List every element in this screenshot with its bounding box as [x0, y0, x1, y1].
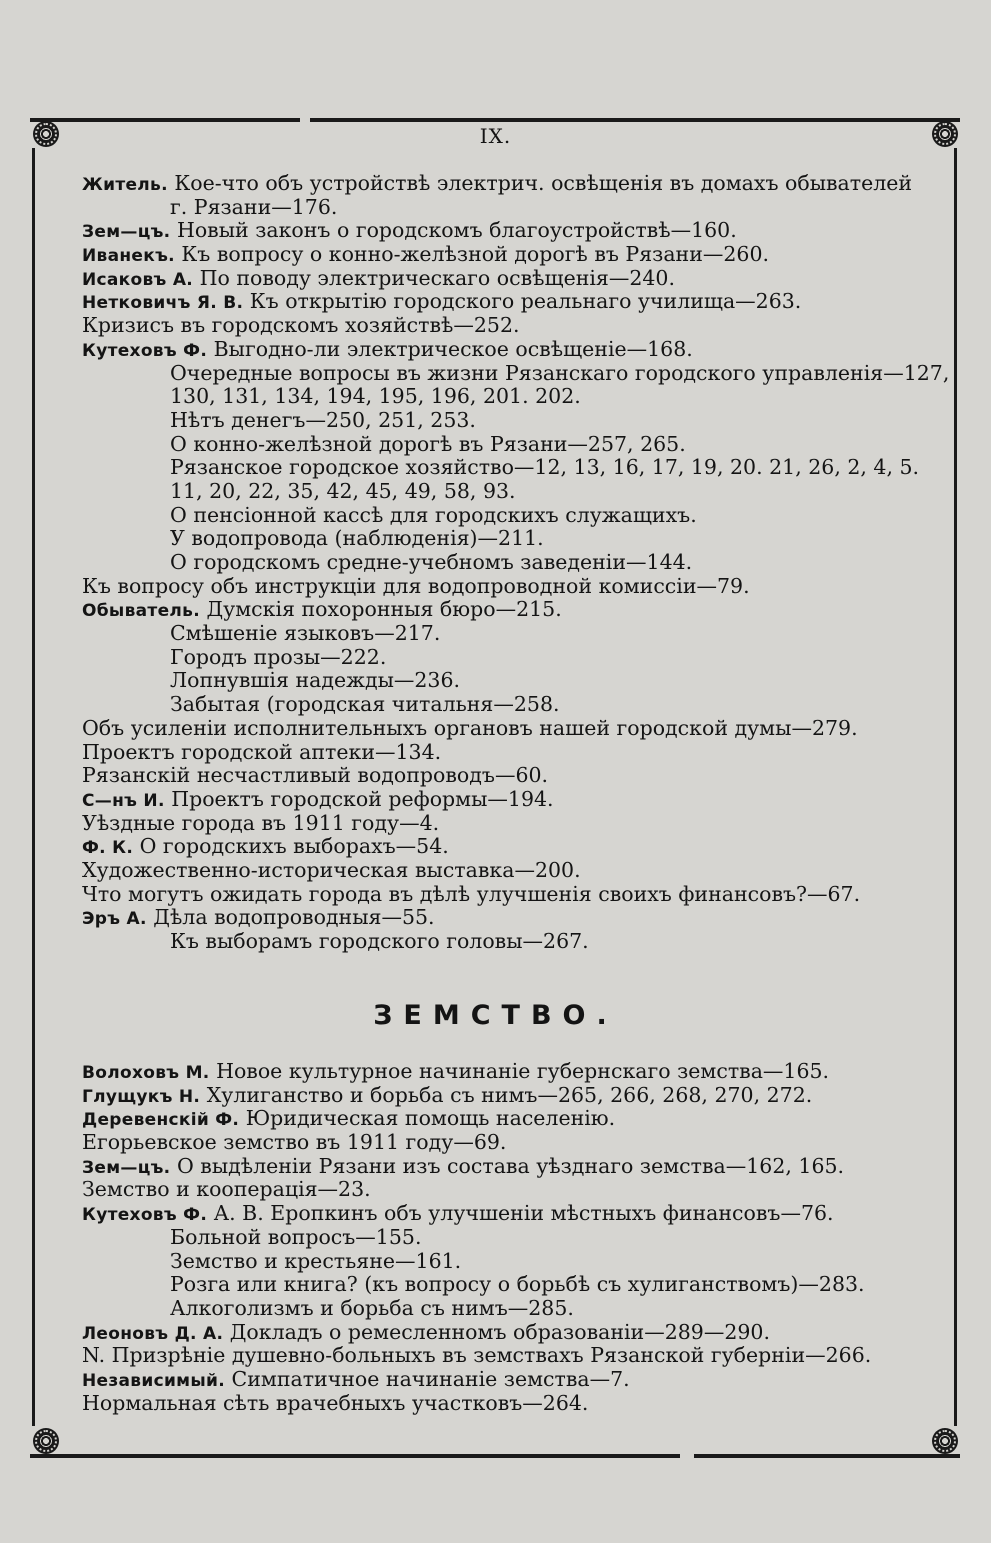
- index-entry: [82, 1392, 942, 1416]
- index-section-zemstvo: [82, 1060, 942, 1415]
- entry-author: Зем—цъ.: [82, 1157, 171, 1178]
- entry-text: О конно-желѣзной дорогѣ въ Рязани—257, 265.: [170, 431, 686, 456]
- entry-text: О выдѣленіи Рязани изъ состава уѣзднаго земства—162, 165.: [170, 1153, 845, 1178]
- entry-text: Егорьевское земство въ 1911 году—69.: [82, 1130, 507, 1155]
- index-entry: [82, 812, 942, 836]
- entry-text: Земство и кооперація—23.: [82, 1177, 371, 1202]
- corner-ornament-icon: [932, 1428, 958, 1454]
- page-number: IX.: [479, 124, 512, 148]
- entry-text: Забытая (городская читальня—258.: [170, 692, 560, 717]
- index-entry: [82, 788, 942, 812]
- section-heading-zemstvo: ЗЕМСТВО.: [373, 1000, 618, 1031]
- index-entry: [82, 1107, 942, 1131]
- index-entry: [82, 859, 942, 883]
- index-entry: [82, 1250, 942, 1274]
- index-entry: [82, 598, 942, 622]
- index-entry: [82, 196, 942, 220]
- entry-text: Земство и крестьяне—161.: [170, 1248, 462, 1273]
- entry-text: 130, 131, 134, 194, 195, 196, 201. 202.: [170, 384, 581, 409]
- entry-author: Волоховъ М.: [82, 1063, 210, 1083]
- entry-text: Городъ прозы—222.: [170, 644, 387, 669]
- entry-text: Къ открытію городского реальнаго училища—263.: [243, 289, 802, 314]
- index-entry: [82, 243, 942, 267]
- entry-author: Житель.: [82, 175, 168, 195]
- index-entry: [82, 1344, 942, 1368]
- index-entry: [82, 693, 942, 717]
- entry-author: Глущукъ Н.: [82, 1086, 201, 1107]
- entry-text: Юридическая помощь населенію.: [239, 1106, 616, 1131]
- index-section-city: [82, 171, 950, 954]
- entry-text: Думскія похоронныя бюро—215.: [199, 597, 562, 622]
- entry-text: О городскихъ выборахъ—54.: [133, 834, 449, 859]
- entry-text: Лопнувшія надежды—236.: [170, 668, 461, 693]
- index-entry: [82, 338, 942, 362]
- index-entry: [82, 835, 942, 859]
- entry-text: Рязанскій несчастливый водопроводъ—60.: [82, 763, 549, 788]
- index-entry: [82, 433, 942, 457]
- index-entry: [82, 290, 942, 314]
- entry-text: О городскомъ средне-учебномъ заведеніи—144.: [170, 550, 693, 574]
- entry-author: Иванекъ.: [82, 246, 175, 267]
- index-entry: [82, 219, 942, 243]
- index-entry: [82, 1321, 942, 1345]
- index-entry: [82, 504, 942, 528]
- index-entry: [82, 1202, 942, 1226]
- entry-text: Новое культурное начинаніе губернскаго земства—165.: [209, 1059, 830, 1083]
- entry-text: Кризисъ въ городскомъ хозяйствѣ—252.: [82, 313, 520, 338]
- index-entry: [82, 1155, 942, 1179]
- entry-author: Ф. К.: [82, 838, 134, 859]
- entry-text: Новый законъ о городскомъ благоустройствѣ—160.: [170, 218, 737, 243]
- entry-text: Объ усиленіи исполнительныхъ органовъ нашей городской думы—279.: [82, 715, 858, 740]
- entry-text: Розга или книга? (къ вопросу о борьбѣ съ хулиганствомъ)—283.: [170, 1272, 865, 1297]
- entry-text: Симпатичное начинаніе земства—7.: [225, 1366, 630, 1391]
- index-entry: [82, 1226, 942, 1250]
- entry-text: Нѣтъ денегъ—250, 251, 253.: [170, 407, 476, 432]
- index-entry: [82, 717, 942, 741]
- entry-text: Докладъ о ремесленномъ образованіи—289—290.: [223, 1319, 770, 1344]
- entry-text: О пенсіонной кассѣ для городскихъ служащихъ.: [170, 502, 697, 527]
- index-entry: [82, 267, 942, 291]
- entry-text: Уѣздные города въ 1911 году—4.: [82, 810, 440, 835]
- entry-text: Алкоголизмъ и борьба съ нимъ—285.: [170, 1295, 574, 1320]
- entry-author: Леоновъ Д. А.: [82, 1323, 224, 1344]
- entry-text: Выгодно-ли электрическое освѣщеніе—168.: [207, 336, 693, 361]
- index-entry: [82, 1273, 942, 1297]
- index-entry: [82, 906, 942, 930]
- entry-text: По поводу электрическаго освѣщенія—240.: [193, 265, 675, 290]
- index-entry: [82, 930, 942, 954]
- index-entry: [82, 646, 942, 670]
- index-entry: [82, 1178, 942, 1202]
- index-entry: [82, 456, 942, 480]
- index-entry: [82, 764, 942, 788]
- index-entry: [82, 1131, 942, 1155]
- entry-text: Очередные вопросы въ жизни Рязанскаго городского управленія—127,: [170, 360, 950, 385]
- entry-author: Кутеховъ Ф.: [82, 340, 208, 361]
- entry-author: Эръ А.: [82, 909, 147, 930]
- entry-text: А. В. Еропкинъ объ улучшеніи мѣстныхъ финансовъ—76.: [207, 1201, 834, 1226]
- entry-author: Нетковичъ Я. В.: [82, 293, 244, 314]
- index-entry: [82, 172, 942, 196]
- entry-text: Дѣла водопроводныя—55.: [146, 905, 435, 930]
- entry-text: 11, 20, 22, 35, 42, 45, 49, 58, 93.: [170, 478, 516, 503]
- entry-text: Художественно-историческая выставка—200.: [82, 857, 581, 882]
- entry-author: Обыватель.: [82, 601, 200, 622]
- index-entry: [82, 551, 942, 575]
- entry-text: Къ вопросу объ инструкціи для водопроводной комиссіи—79.: [82, 573, 750, 598]
- index-entry: [82, 385, 942, 409]
- index-entry: [82, 409, 942, 433]
- entry-author: Деревенскій Ф.: [82, 1110, 240, 1131]
- entry-text: Проектъ городской реформы—194.: [164, 786, 554, 811]
- entry-text: Къ вопросу о конно-желѣзной дорогѣ въ Рязани—260.: [174, 242, 770, 267]
- entry-text: У водопровода (наблюденія)—211.: [170, 526, 544, 551]
- index-entry: [82, 360, 950, 386]
- index-entry: [82, 480, 942, 504]
- index-entry: [82, 1297, 942, 1321]
- entry-text: Больной вопросъ—155.: [170, 1224, 422, 1249]
- entry-author: Зем—цъ.: [82, 222, 171, 243]
- index-entry: [82, 575, 942, 599]
- index-entry: [82, 527, 942, 551]
- entry-text: Хулиганство и борьба съ нимъ—265, 266, 268, 270, 272.: [200, 1082, 813, 1107]
- corner-ornament-icon: [33, 1428, 59, 1454]
- index-entry: [82, 669, 942, 693]
- index-entry: [82, 622, 942, 646]
- index-entry: [82, 314, 942, 338]
- entry-text: Къ выборамъ городского головы—267.: [170, 929, 589, 953]
- index-entry: [82, 1084, 942, 1108]
- index-entry: [82, 1368, 942, 1392]
- entry-text: Проектъ городской аптеки—134.: [82, 739, 442, 764]
- entry-author: Исаковъ А.: [82, 269, 194, 290]
- index-entry: [82, 883, 942, 907]
- index-entry: [82, 741, 942, 765]
- entry-text: Рязанское городское хозяйство—12, 13, 16, 17, 19, 20. 21, 26, 2, 4, 5.: [170, 455, 920, 480]
- entry-author: Кутеховъ Ф.: [82, 1205, 208, 1226]
- entry-author: С—нъ И.: [82, 790, 165, 811]
- entry-text: Кое-что объ устройствѣ электрич. освѣщенія въ домахъ обывателей: [167, 171, 913, 195]
- entry-author: Независимый.: [82, 1370, 226, 1391]
- entry-text: N. Призрѣніе душевно-больныхъ въ земствахъ Рязанской губерніи—266.: [82, 1343, 872, 1368]
- index-entry: [82, 1060, 942, 1084]
- entry-text: Что могутъ ожидать города въ дѣлѣ улучшенія своихъ финансовъ?—67.: [82, 881, 861, 906]
- entry-text: Нормальная сѣть врачебныхъ участковъ—264.: [82, 1390, 589, 1415]
- entry-text: г. Рязани—176.: [170, 194, 338, 219]
- entry-text: Смѣшеніе языковъ—217.: [170, 621, 441, 646]
